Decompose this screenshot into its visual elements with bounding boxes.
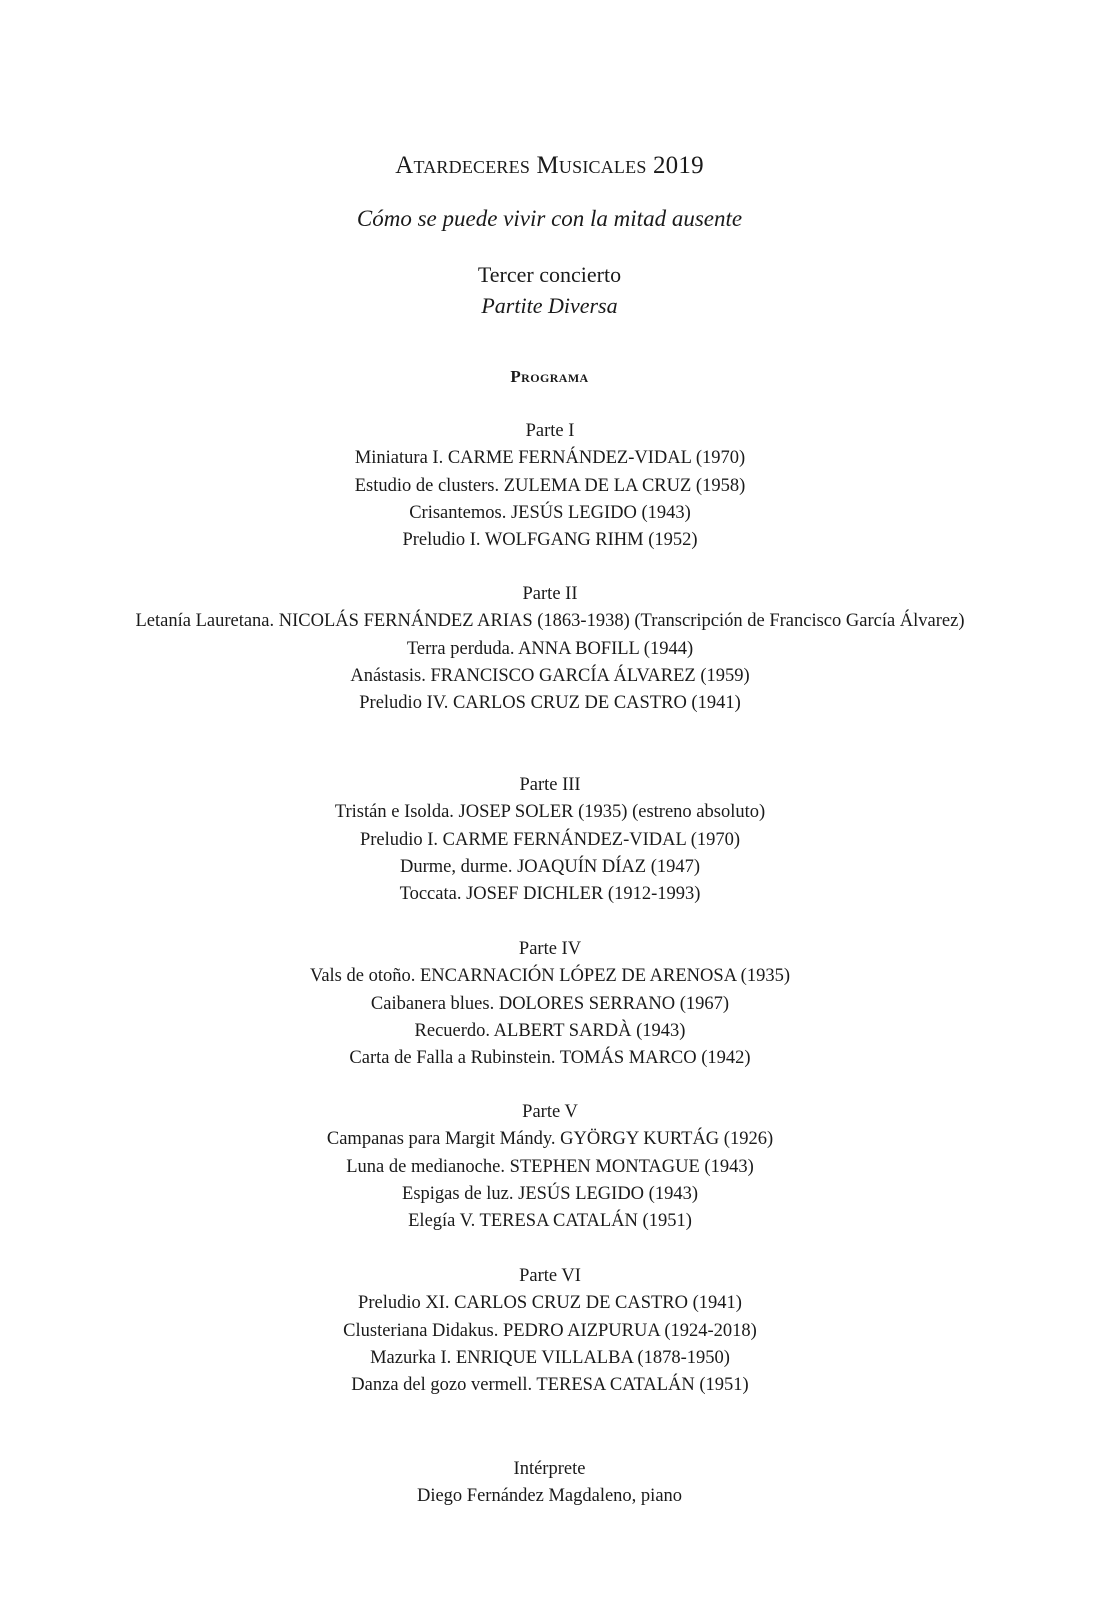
program-piece: Terra perduda. ANNA BOFILL (1944) (406, 638, 694, 659)
program-piece: Campanas para Margit Mándy. GYÖRGY KURTÁG (1926) (326, 1129, 774, 1150)
program-part-6 (100, 1263, 1000, 1399)
part-title: Parte V (522, 1102, 578, 1122)
event-title: Atardeceres Musicales 2019 (395, 152, 704, 179)
program-piece: Carta de Falla a Rubinstein. TOMÁS MARCO (1942) (349, 1048, 751, 1069)
concert-name: Partite Diversa (481, 293, 618, 318)
program-piece: Toccata. JOSEF DICHLER (1912-1993) (399, 884, 701, 905)
program-piece: Tristán e Isolda. JOSEP SOLER (1935) (estreno absoluto) (334, 802, 766, 823)
program-part-3 (100, 772, 1000, 908)
program-piece: Clusteriana Didakus. PEDRO AIZPURUA (1924-2018) (343, 1320, 757, 1341)
performer-name: Diego Fernández Magdaleno, piano (416, 1486, 683, 1507)
program-part-5 (100, 1099, 1000, 1235)
event-subtitle: Cómo se puede vivir con la mitad ausente (356, 206, 743, 231)
program-piece: Espigas de luz. JESÚS LEGIDO (1943) (402, 1183, 698, 1204)
program-piece: Durme, durme. JOAQUÍN DÍAZ (1947) (399, 856, 701, 877)
program-piece: Recuerdo. ALBERT SARDÀ (1943) (414, 1020, 686, 1041)
program-piece: Danza del gozo vermell. TERESA CATALÁN (1951) (351, 1375, 749, 1396)
program-piece: Preludio I. CARME FERNÁNDEZ-VIDAL (1970) (359, 829, 741, 850)
program-piece: Preludio XI. CARLOS CRUZ DE CASTRO (1941) (358, 1293, 742, 1314)
program-piece: Preludio I. WOLFGANG RIHM (1952) (402, 530, 698, 551)
part-title: Parte III (519, 775, 581, 795)
part-title: Parte IV (518, 939, 582, 959)
program-part-1 (100, 418, 1000, 554)
part-title: Parte VI (519, 1266, 581, 1286)
part-title: Parte I (525, 421, 575, 441)
performer-label: Intérprete (513, 1459, 586, 1479)
program-piece: Estudio de clusters. ZULEMA DE LA CRUZ (1958) (354, 475, 746, 496)
program-part-2 (100, 581, 1000, 717)
program-piece: Preludio IV. CARLOS CRUZ DE CASTRO (1941) (359, 693, 741, 714)
program-piece: Crisantemos. JESÚS LEGIDO (1943) (409, 502, 691, 523)
part-title: Parte II (522, 584, 578, 604)
performer-block (0, 1456, 1099, 1511)
program-part-4 (100, 936, 1000, 1072)
program-piece: Mazurka I. ENRIQUE VILLALBA (1878-1950) (370, 1347, 730, 1368)
program-piece: Anástasis. FRANCISCO GARCÍA ÁLVAREZ (1959) (350, 665, 750, 686)
program-piece: Elegía V. TERESA CATALÁN (1951) (408, 1211, 692, 1232)
program-piece: Luna de medianoche. STEPHEN MONTAGUE (1943) (346, 1156, 754, 1177)
program-piece: Vals de otoño. ENCARNACIÓN LÓPEZ DE ARENOSA (1935) (310, 966, 790, 987)
program-piece: Miniatura I. CARME FERNÁNDEZ-VIDAL (1970) (354, 448, 746, 469)
program-piece: Letanía Lauretana. NICOLÁS FERNÁNDEZ ARIAS (1863-1938) (Transcripción de Francisco García Álvarez) (135, 611, 965, 632)
concert-number: Tercer concierto (477, 262, 622, 287)
program-piece: Caibanera blues. DOLORES SERRANO (1967) (370, 993, 730, 1014)
program-heading: Programa (510, 367, 589, 386)
